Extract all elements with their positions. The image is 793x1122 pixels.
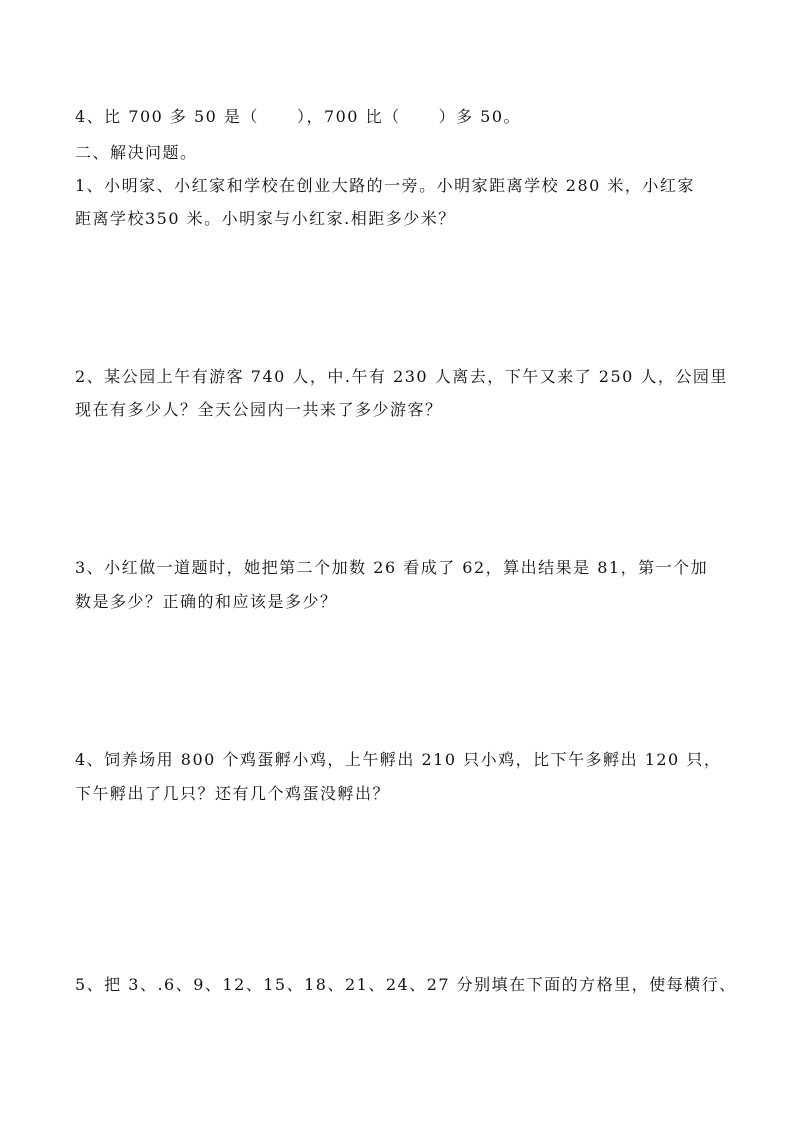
problem-2-line-2: 现在有多少人？全天公园内一共来了多少游客？ bbox=[75, 400, 443, 419]
problem-5-line-1: 5、把 3、.6、9、12、15、18、21、24、27 分别填在下面的方格里，使每横行、 bbox=[75, 975, 737, 994]
problem-1-line-2: 距离学校350 米。小明家与小红家.相距多少米？ bbox=[75, 209, 456, 228]
problem-3-line-1: 3、小红做一道题时，她把第二个加数 26 看成了 62，算出结果是 81，第一个加 bbox=[75, 558, 709, 577]
problem-3-line-2: 数是多少？正确的和应该是多少？ bbox=[75, 592, 338, 611]
problem-2-line-1: 2、某公园上午有游客 740 人，中.午有 230 人离去，下午又来了 250 人，公园里 bbox=[75, 367, 728, 386]
question-4-text-part3: ）多 50。 bbox=[438, 107, 522, 126]
problem-4-line-2: 下午孵出了几只？还有几个鸡蛋没孵出？ bbox=[75, 784, 391, 803]
problem-1-line-1: 1、小明家、小红家和学校在创业大路的一旁。小明家距离学校 280 米，小红家 bbox=[75, 176, 695, 195]
question-4-text-part2: ），700 比（ bbox=[296, 107, 401, 126]
question-4-text-part1: 4、比 700 多 50 是（ bbox=[75, 107, 259, 126]
section-heading: 二、解决问题。 bbox=[75, 143, 198, 162]
problem-4-line-1: 4、饲养场用 800 个鸡蛋孵小鸡，上午孵出 210 只小鸡，比下午多孵出 120 只， bbox=[75, 750, 722, 769]
fill-blank-question-4 bbox=[75, 107, 521, 127]
